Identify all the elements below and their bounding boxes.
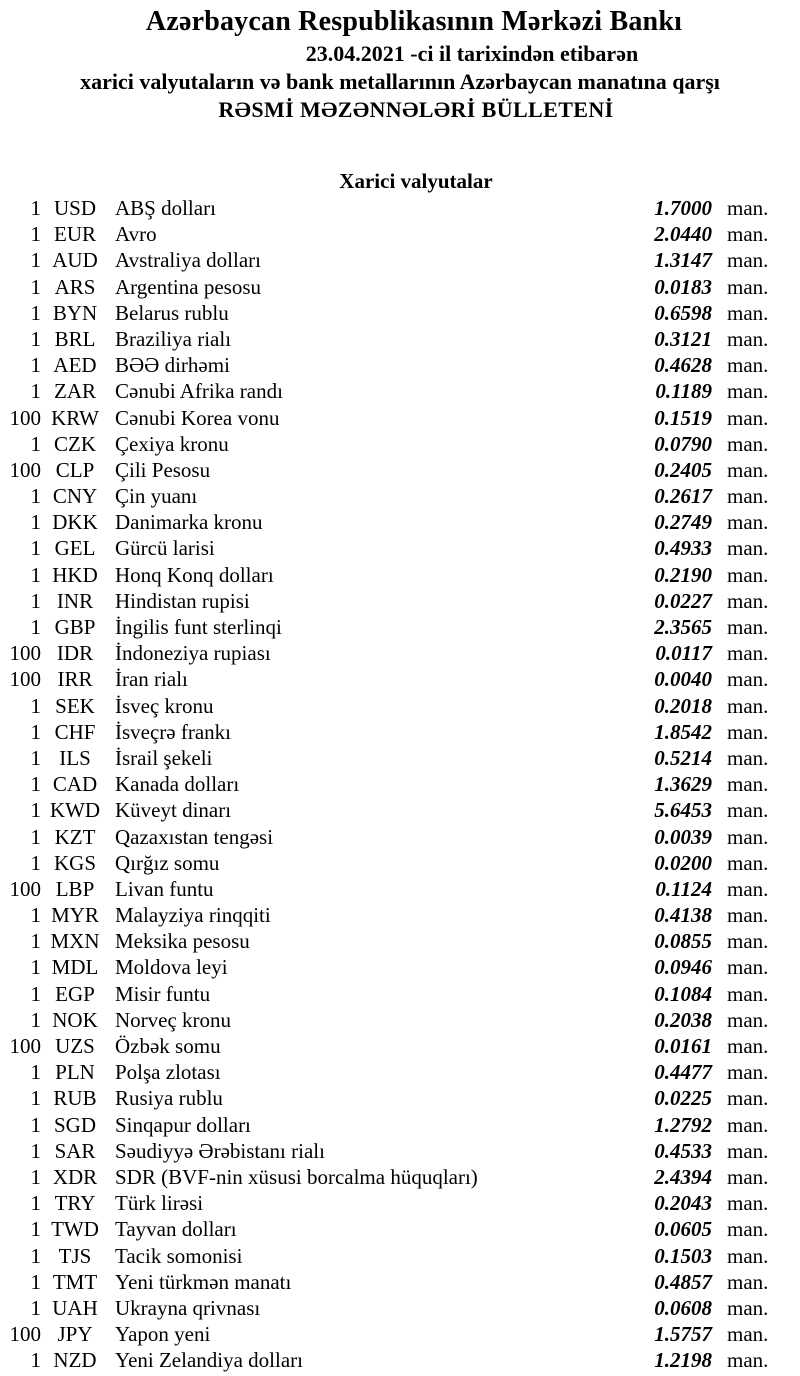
unit-label-cell: man. <box>727 641 769 666</box>
unit-label-cell: man. <box>727 1007 769 1032</box>
table-row <box>0 1190 800 1216</box>
currency-name-cell: Misir funtu <box>115 981 211 1006</box>
currency-code-cell: IRR <box>57 667 93 692</box>
quantity-cell: 1 <box>30 1191 41 1216</box>
rate-value-cell: 1.2198 <box>654 1348 712 1373</box>
currency-code-cell: LBP <box>55 876 95 901</box>
currency-code-cell: TMT <box>52 1269 98 1294</box>
rate-value-cell: 0.3121 <box>654 326 712 351</box>
rate-value-cell: 1.3629 <box>654 772 712 797</box>
currency-code-cell: CZK <box>54 431 96 456</box>
currency-code-cell: MXN <box>50 929 100 954</box>
currency-name-cell: Kanada dolları <box>115 772 240 797</box>
quantity-cell: 1 <box>30 1060 41 1085</box>
quantity-cell: 100 <box>9 641 41 666</box>
table-row <box>0 745 800 771</box>
quantity-cell: 1 <box>30 824 41 849</box>
currency-name-cell: Ukrayna qrivnası <box>115 1295 261 1320</box>
table-row <box>0 1321 800 1347</box>
currency-name-cell: Qazaxıstan tengəsi <box>115 824 274 849</box>
currency-name-cell: Yeni türkmən manatı <box>115 1269 292 1294</box>
quantity-cell: 1 <box>30 353 41 378</box>
table-row <box>0 954 800 980</box>
currency-name-cell: Sinqapur dolları <box>115 1112 251 1137</box>
rate-value-cell: 1.7000 <box>654 196 712 220</box>
currency-name-cell: ABŞ dolları <box>115 196 216 220</box>
table-row <box>0 457 800 483</box>
currency-code-cell: GBP <box>54 615 96 639</box>
table-row <box>0 1269 800 1295</box>
unit-label-cell: man. <box>727 588 769 613</box>
quantity-cell: 100 <box>9 457 41 482</box>
unit-label-cell: man. <box>727 431 769 456</box>
currency-name-cell: İran rialı <box>115 667 188 692</box>
table-row <box>0 1007 800 1033</box>
currency-name-cell: Çexiya kronu <box>115 431 229 456</box>
currency-code-cell: INR <box>56 588 94 613</box>
table-row <box>0 1347 800 1373</box>
bulletin-title: RƏSMİ MƏZƏNNƏLƏRİ BÜLLETENİ <box>218 97 614 122</box>
currency-code-cell: SEK <box>55 693 95 718</box>
quantity-cell: 1 <box>30 196 41 220</box>
table-row <box>0 797 800 823</box>
table-row <box>0 274 800 300</box>
quantity-cell: 1 <box>30 798 41 823</box>
currency-code-cell: SGD <box>53 1112 96 1137</box>
rate-value-cell: 1.8542 <box>654 719 712 744</box>
unit-label-cell: man. <box>727 667 769 692</box>
table-row <box>0 405 800 431</box>
currency-name-cell: Tacik somonisi <box>115 1243 243 1268</box>
currency-code-cell: USD <box>53 196 96 220</box>
quantity-cell: 1 <box>30 484 41 509</box>
quantity-cell: 100 <box>9 1322 41 1347</box>
unit-label-cell: man. <box>727 222 769 247</box>
rate-value-cell: 0.0117 <box>655 641 712 666</box>
table-row <box>0 850 800 876</box>
currency-code-cell: KZT <box>54 824 96 849</box>
table-row <box>0 666 800 692</box>
unit-label-cell: man. <box>727 798 769 823</box>
currency-code-cell: TJS <box>58 1243 92 1268</box>
rate-value-cell: 0.0605 <box>654 1217 712 1242</box>
quantity-cell: 1 <box>30 1217 41 1242</box>
rate-value-cell: 1.3147 <box>654 248 712 273</box>
currency-code-cell: KRW <box>51 405 99 430</box>
rate-value-cell: 0.0855 <box>654 929 712 954</box>
rate-value-cell: 0.0161 <box>654 1034 712 1058</box>
currency-code-cell: CHF <box>54 719 96 744</box>
currency-name-cell: Yapon yeni <box>115 1322 211 1347</box>
table-row <box>0 483 800 509</box>
exchange-rates-table <box>0 195 800 1373</box>
currency-code-cell: CAD <box>52 772 98 797</box>
table-row <box>0 1164 800 1190</box>
currency-code-cell: XDR <box>52 1164 98 1189</box>
table-row <box>0 719 800 745</box>
rate-value-cell: 0.2043 <box>654 1191 712 1216</box>
unit-label-cell: man. <box>727 274 769 299</box>
unit-label-cell: man. <box>727 1295 769 1320</box>
quantity-cell: 1 <box>30 1348 41 1373</box>
currency-name-cell: Küveyt dinarı <box>115 798 232 823</box>
table-row <box>0 1085 800 1111</box>
rate-value-cell: 0.4933 <box>654 536 712 561</box>
unit-label-cell: man. <box>727 484 769 509</box>
unit-label-cell: man. <box>727 1060 769 1085</box>
table-row <box>0 693 800 719</box>
currency-name-cell: Çili Pesosu <box>115 457 211 482</box>
unit-label-cell: man. <box>727 1348 769 1373</box>
unit-label-cell: man. <box>727 248 769 273</box>
currency-code-cell: AUD <box>52 248 98 273</box>
table-row <box>0 195 800 221</box>
quantity-cell: 1 <box>30 772 41 797</box>
table-row <box>0 352 800 378</box>
currency-name-cell: Danimarka kronu <box>115 510 263 535</box>
currency-code-cell: TRY <box>54 1191 96 1216</box>
currency-code-cell: ARS <box>54 274 96 299</box>
currency-code-cell: NZD <box>53 1348 97 1373</box>
table-row <box>0 326 800 352</box>
currency-name-cell: İsrail şekeli <box>115 745 213 770</box>
rate-value-cell: 0.1503 <box>654 1243 712 1268</box>
currency-code-cell: SAR <box>54 1138 96 1163</box>
currency-code-cell: RUB <box>53 1086 97 1111</box>
currency-code-cell: CNY <box>52 484 98 509</box>
quantity-cell: 1 <box>30 1086 41 1111</box>
rate-value-cell: 0.1519 <box>654 405 712 430</box>
rate-value-cell: 0.2018 <box>654 693 712 718</box>
currency-name-cell: İndoneziya rupiası <box>115 641 271 666</box>
quantity-cell: 1 <box>30 693 41 718</box>
currency-name-cell: Gürcü larisi <box>115 536 215 561</box>
quantity-cell: 1 <box>30 903 41 928</box>
table-row <box>0 588 800 614</box>
quantity-cell: 100 <box>9 405 41 430</box>
quantity-cell: 1 <box>30 981 41 1006</box>
table-row <box>0 431 800 457</box>
table-row <box>0 1138 800 1164</box>
currency-name-cell: Hindistan rupisi <box>115 588 250 613</box>
quantity-cell: 1 <box>30 1112 41 1137</box>
currency-name-cell: Rusiya rublu <box>115 1086 223 1111</box>
quantity-cell: 1 <box>30 615 41 639</box>
unit-label-cell: man. <box>727 903 769 928</box>
subtitle: xarici valyutaların və bank metallarının Azərbaycan manatına qarşı <box>80 69 720 94</box>
currency-name-cell: İngilis funt sterlinqi <box>115 615 282 639</box>
quantity-cell: 1 <box>30 955 41 980</box>
rate-value-cell: 0.0225 <box>654 1086 712 1111</box>
currency-code-cell: MDL <box>51 955 99 980</box>
currency-code-cell: CLP <box>55 457 95 482</box>
bulletin-header <box>0 0 800 124</box>
currency-code-cell: TWD <box>51 1217 99 1242</box>
rate-value-cell: 0.0608 <box>654 1295 712 1320</box>
quantity-cell: 1 <box>30 1138 41 1163</box>
quantity-cell: 1 <box>30 745 41 770</box>
table-row <box>0 981 800 1007</box>
table-row <box>0 509 800 535</box>
currency-name-cell: Çin yuanı <box>115 484 198 509</box>
currency-name-cell: İsveçrə frankı <box>115 719 232 744</box>
currency-name-cell: İsveç kronu <box>115 693 214 718</box>
unit-label-cell: man. <box>727 1164 769 1189</box>
rate-value-cell: 0.2405 <box>654 457 712 482</box>
currency-code-cell: EUR <box>54 222 96 247</box>
unit-label-cell: man. <box>727 693 769 718</box>
unit-label-cell: man. <box>727 772 769 797</box>
quantity-cell: 100 <box>9 667 41 692</box>
quantity-cell: 100 <box>9 876 41 901</box>
unit-label-cell: man. <box>727 405 769 430</box>
unit-label-cell: man. <box>727 196 769 220</box>
currency-name-cell: Cənubi Korea vonu <box>115 405 280 430</box>
currency-name-cell: Qırğız somu <box>115 850 220 875</box>
effective-date: 23.04.2021 -ci il tarixindən etibarən <box>305 41 639 66</box>
rate-value-cell: 2.0440 <box>654 222 712 247</box>
currency-code-cell: BYN <box>52 300 98 325</box>
rate-value-cell: 2.3565 <box>654 615 712 639</box>
currency-code-cell: UZS <box>55 1034 95 1058</box>
rate-value-cell: 0.2038 <box>654 1007 712 1032</box>
unit-label-cell: man. <box>727 1243 769 1268</box>
currency-code-cell: ILS <box>59 745 91 770</box>
unit-label-cell: man. <box>727 1322 769 1347</box>
unit-label-cell: man. <box>727 615 769 639</box>
currency-code-cell: NOK <box>52 1007 98 1032</box>
table-row <box>0 1243 800 1269</box>
rate-value-cell: 0.2749 <box>654 510 712 535</box>
currency-name-cell: Özbək somu <box>115 1034 221 1058</box>
rate-value-cell: 0.5214 <box>654 745 712 770</box>
currency-code-cell: HKD <box>52 562 98 587</box>
unit-label-cell: man. <box>727 1086 769 1111</box>
currency-name-cell: Malayziya rinqqiti <box>115 903 271 928</box>
unit-label-cell: man. <box>727 562 769 587</box>
section-title-foreign-currencies: Xarici valyutalar <box>339 169 493 193</box>
currency-code-cell: ZAR <box>54 379 96 404</box>
rate-value-cell: 0.0790 <box>654 431 712 456</box>
quantity-cell: 1 <box>30 588 41 613</box>
rate-value-cell: 0.0200 <box>654 850 712 875</box>
rate-value-cell: 0.0039 <box>654 824 712 849</box>
currency-code-cell: EGP <box>55 981 95 1006</box>
table-row <box>0 535 800 561</box>
table-row <box>0 824 800 850</box>
quantity-cell: 1 <box>30 1007 41 1032</box>
rate-value-cell: 0.4628 <box>654 353 712 378</box>
currency-name-cell: Cənubi Afrika randı <box>115 379 283 404</box>
table-row <box>0 1033 800 1059</box>
quantity-cell: 1 <box>30 274 41 299</box>
table-row <box>0 247 800 273</box>
quantity-cell: 1 <box>30 1164 41 1189</box>
currency-code-cell: PLN <box>55 1060 95 1085</box>
quantity-cell: 1 <box>30 719 41 744</box>
table-row <box>0 1112 800 1138</box>
currency-code-cell: IDR <box>56 641 94 666</box>
quantity-cell: 1 <box>30 510 41 535</box>
rate-value-cell: 0.4857 <box>654 1269 712 1294</box>
rate-value-cell: 5.6453 <box>654 798 712 823</box>
rate-value-cell: 2.4394 <box>654 1164 712 1189</box>
rate-value-cell: 0.0183 <box>654 274 712 299</box>
rate-value-cell: 0.1084 <box>654 981 712 1006</box>
table-row <box>0 771 800 797</box>
currency-code-cell: GEL <box>54 536 96 561</box>
rate-value-cell: 1.2792 <box>654 1112 712 1137</box>
rate-value-cell: 0.4138 <box>654 903 712 928</box>
unit-label-cell: man. <box>727 1112 769 1137</box>
rate-value-cell: 0.4533 <box>654 1138 712 1163</box>
table-row <box>0 1059 800 1085</box>
quantity-cell: 1 <box>30 929 41 954</box>
currency-code-cell: UAH <box>52 1295 98 1320</box>
unit-label-cell: man. <box>727 719 769 744</box>
rate-value-cell: 0.1189 <box>655 379 712 404</box>
currency-code-cell: KGS <box>53 850 96 875</box>
currency-code-cell: DKK <box>52 510 98 535</box>
table-row <box>0 378 800 404</box>
unit-label-cell: man. <box>727 1217 769 1242</box>
currency-name-cell: Braziliya rialı <box>115 326 232 351</box>
currency-name-cell: SDR (BVF-nin xüsusi borcalma hüquqları) <box>115 1164 478 1189</box>
unit-label-cell: man. <box>727 510 769 535</box>
rate-value-cell: 0.4477 <box>654 1060 712 1085</box>
quantity-cell: 1 <box>30 536 41 561</box>
rate-value-cell: 0.0946 <box>654 955 712 980</box>
table-row <box>0 1295 800 1321</box>
currency-name-cell: Argentina pesosu <box>115 274 262 299</box>
currency-name-cell: Belarus rublu <box>115 300 229 325</box>
table-row <box>0 928 800 954</box>
currency-name-cell: Meksika pesosu <box>115 929 250 954</box>
unit-label-cell: man. <box>727 850 769 875</box>
rate-value-cell: 0.2617 <box>654 484 712 509</box>
rate-value-cell: 0.2190 <box>654 562 712 587</box>
unit-label-cell: man. <box>727 1138 769 1163</box>
rate-value-cell: 0.0227 <box>654 588 712 613</box>
table-row <box>0 614 800 640</box>
currency-code-cell: JPY <box>57 1322 93 1347</box>
currency-name-cell: Norveç kronu <box>115 1007 232 1032</box>
table-row <box>0 300 800 326</box>
quantity-cell: 1 <box>30 326 41 351</box>
unit-label-cell: man. <box>727 876 769 901</box>
unit-label-cell: man. <box>727 745 769 770</box>
quantity-cell: 100 <box>9 1034 41 1058</box>
quantity-cell: 1 <box>30 562 41 587</box>
currency-code-cell: KWD <box>49 798 101 823</box>
unit-label-cell: man. <box>727 457 769 482</box>
currency-name-cell: Livan funtu <box>115 876 214 901</box>
currency-code-cell: MYR <box>51 903 99 928</box>
quantity-cell: 1 <box>30 300 41 325</box>
currency-name-cell: Səudiyyə Ərəbistanı rialı <box>115 1138 325 1163</box>
unit-label-cell: man. <box>727 536 769 561</box>
unit-label-cell: man. <box>727 353 769 378</box>
unit-label-cell: man. <box>727 300 769 325</box>
unit-label-cell: man. <box>727 326 769 351</box>
currency-name-cell: Tayvan dolları <box>115 1217 237 1242</box>
table-row <box>0 221 800 247</box>
quantity-cell: 1 <box>30 1295 41 1320</box>
currency-name-cell: Avstraliya dolları <box>115 248 261 273</box>
rate-value-cell: 1.5757 <box>654 1322 712 1347</box>
unit-label-cell: man. <box>727 981 769 1006</box>
table-row <box>0 562 800 588</box>
currency-name-cell: Avro <box>115 222 157 247</box>
quantity-cell: 1 <box>30 1243 41 1268</box>
currency-name-cell: Honq Konq dolları <box>115 562 274 587</box>
table-row <box>0 640 800 666</box>
currency-code-cell: AED <box>53 353 97 378</box>
unit-label-cell: man. <box>727 1034 769 1058</box>
currency-name-cell: Yeni Zelandiya dolları <box>115 1348 303 1373</box>
table-row <box>0 902 800 928</box>
table-row <box>0 1216 800 1242</box>
quantity-cell: 1 <box>30 850 41 875</box>
page-title: Azərbaycan Respublikasının Mərkəzi Bankı <box>145 6 683 37</box>
quantity-cell: 1 <box>30 248 41 273</box>
currency-name-cell: Türk lirəsi <box>115 1191 204 1216</box>
currency-name-cell: Polşa zlotası <box>115 1060 221 1085</box>
unit-label-cell: man. <box>727 379 769 404</box>
rate-value-cell: 0.6598 <box>654 300 712 325</box>
quantity-cell: 1 <box>30 1269 41 1294</box>
unit-label-cell: man. <box>727 824 769 849</box>
unit-label-cell: man. <box>727 955 769 980</box>
currency-name-cell: Moldova leyi <box>115 955 228 980</box>
currency-code-cell: BRL <box>54 326 96 351</box>
quantity-cell: 1 <box>30 222 41 247</box>
unit-label-cell: man. <box>727 929 769 954</box>
table-row <box>0 876 800 902</box>
quantity-cell: 1 <box>30 379 41 404</box>
unit-label-cell: man. <box>727 1269 769 1294</box>
rate-value-cell: 0.0040 <box>654 667 712 692</box>
quantity-cell: 1 <box>30 431 41 456</box>
rate-value-cell: 0.1124 <box>655 876 712 901</box>
currency-name-cell: BƏƏ dirhəmi <box>115 353 230 378</box>
unit-label-cell: man. <box>727 1191 769 1216</box>
